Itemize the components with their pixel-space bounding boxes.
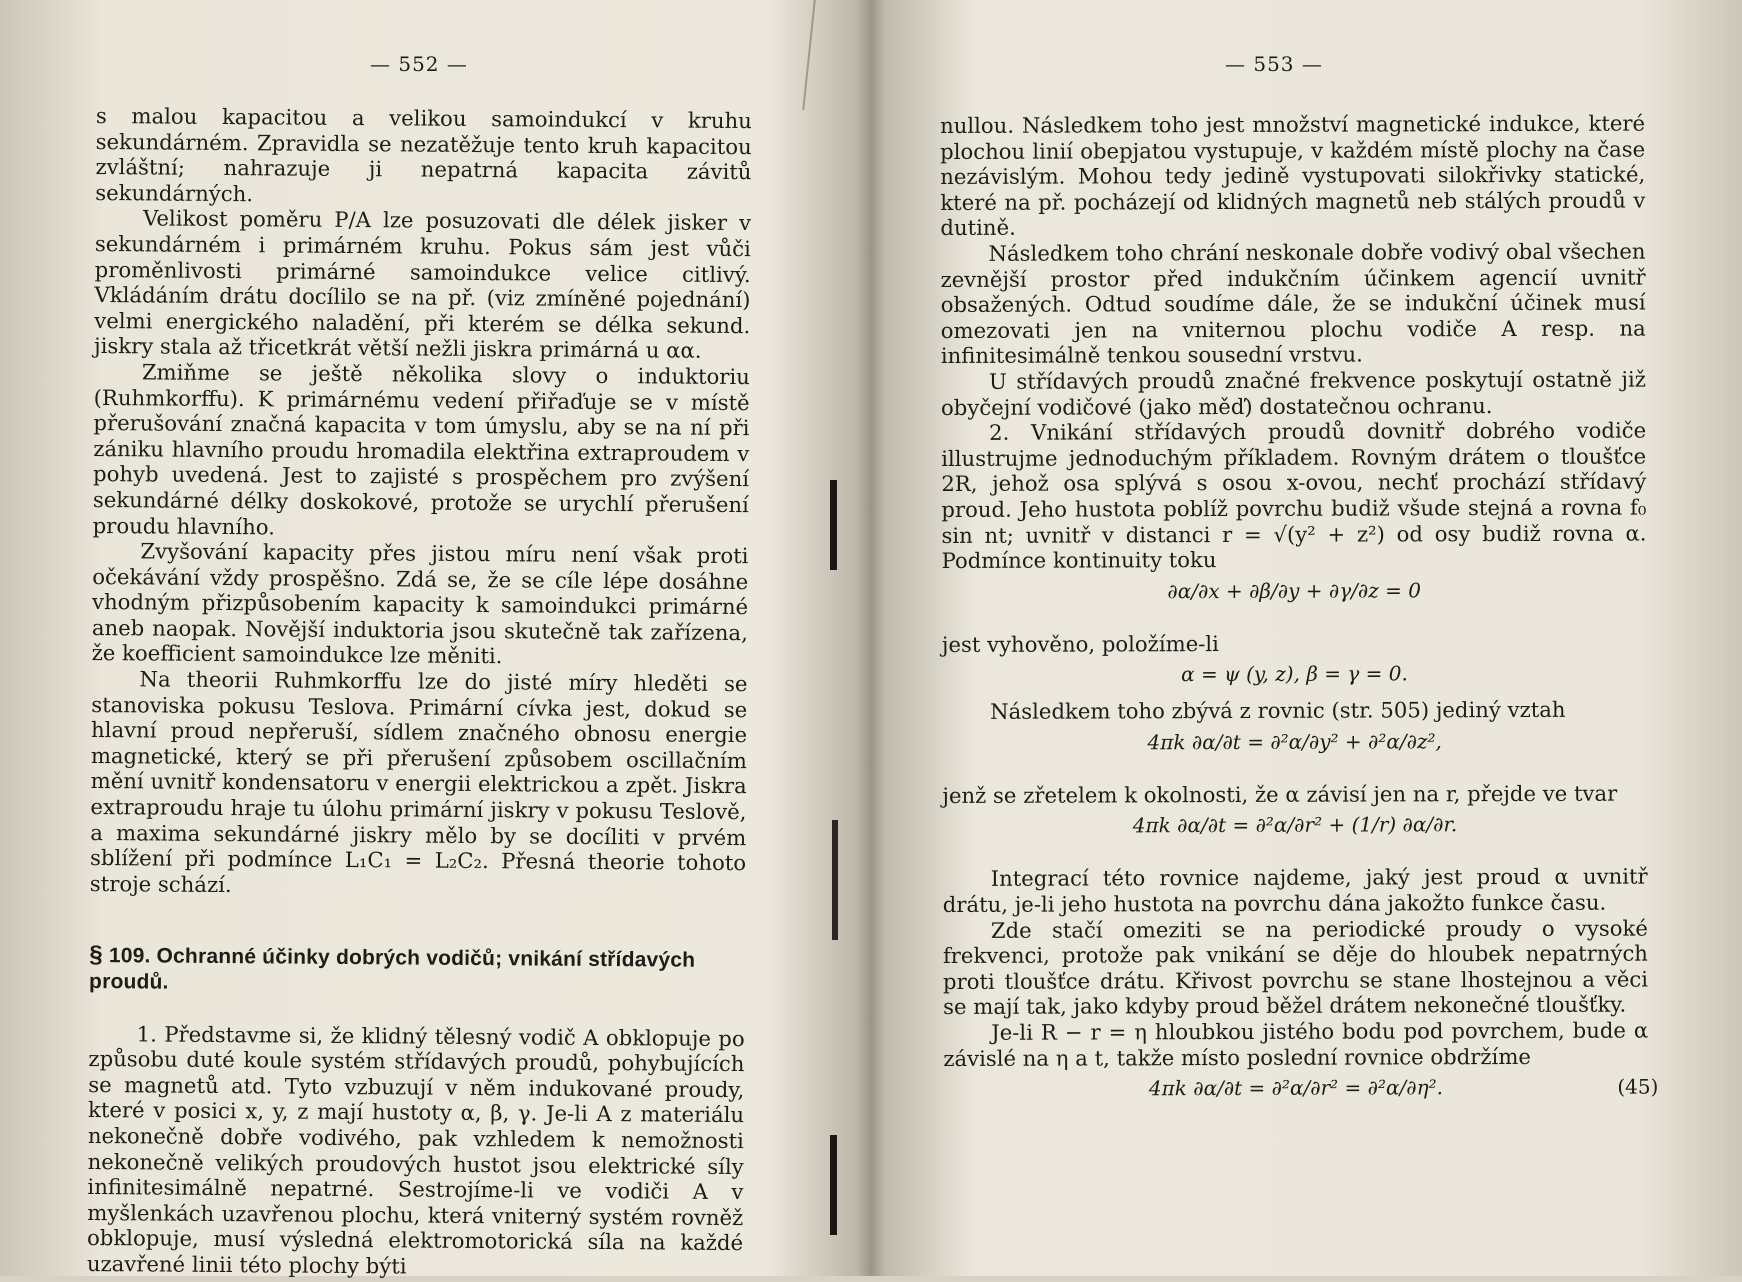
left-page-body <box>87 103 752 1282</box>
paragraph: Integrací této rovnice najdeme, jaký jest proud α uvnitř drátu, je-li jeho hustota na povrchu dána jakožto funkce času. <box>942 864 1648 918</box>
paragraph: Zde stačí omeziti se na periodické proudy o vysoké frekvenci, protože pak vnikání se děje do hloubek nepatrných proti tloušťce drátu. Křivost povrchu se stane lhostejnou a věci se mají tak, jako kdyby proud běžel drátem nekonečné tloušťky. <box>942 915 1649 1020</box>
equation: 4πk ∂α/∂t = ∂²α/∂y² + ∂²α/∂z², <box>1147 729 1442 755</box>
equation: α = ψ (y, z), β = γ = 0. <box>1181 661 1408 687</box>
section-heading <box>89 942 745 999</box>
right-page-body <box>940 110 1659 1130</box>
paragraph: 1. Představme si, že klidný tělesný vodič A obklopuje po způsobu duté koule systém střídavých proudů, pohybujících se magnetů atd. Tyto vzbuzují v něm indukované proudy, které v posici x, y, z mají hustoty α, β, γ. Je-li A z materiálu nekonečně dobře vodivého, pak vzhledem k nemožnosti nekonečně velikých proudových hustot jsou elektrické síly infinitesimálně nepatrné. Sestrojíme-li ve vodiči A v myšlenkách uzavřenou plochu, která vniterný systém rovněž obklopuje, musí výsledná elektromotorická síla na každé uzavřené linii této plochy býti <box>86 1020 745 1279</box>
paragraph: Následkem toho zbývá z rovnic (str. 505) jediný vztah <box>990 697 1566 725</box>
section-title: 109. Ochranné účinky dobrých vodičů; vnikání střídavých proudů. <box>89 944 696 994</box>
paragraph: Na theorii Ruhmkorffu lze do jisté míry hleděti se stanoviska pokusu Teslova. Primární cívka jest, dokud se hlavní proud nepřeruší, sídlem značného obnosu energie magnetické, který se při přerušení způsobem oscillačním mění uvnitř kondensatoru v energii elektrickou a zpět. Jiskra extraproudu hraje tu úlohu primární jiskry v pokusu Teslově, a maxima sekundárné jiskry mělo by se docíliti v prvém sblížení při podmínce L₁C₁ = L₂C₂. Přesná theorie tohoto stroje schází. <box>89 666 748 897</box>
right-page <box>845 0 1742 1276</box>
paragraph: Zvyšování kapacity přes jistou míru není však proti očekávání vždy prospěšno. Zdá se, že se cíle lépe dosáhne vhodným přizpůsobením kapacity k samoindukci primárné aneb naopak. Novější induktoria jsou skutečně tak zařízena, že koefficient samoindukce lze měniti. <box>91 538 749 669</box>
equation-45 <box>943 1074 1659 1123</box>
left-page <box>0 0 820 1279</box>
paragraph: Následkem toho chrání neskonale dobře vodivý obal všechen zevnější prostor před indukčním účinkem agencií uvnitř obsažených. Odtud soudíme dále, že se indukční účinek musí omezovati jen na vniternou plochu vodiče A resp. na infinitesimálně tenkou sousední vrstvu. <box>940 238 1646 369</box>
paragraph: Zmiňme se ještě několika slovy o induktoriu (Ruhmkorffu). K primárnému vedení přiřaďuje se v místě přerušování značná kapacita v tom úmyslu, aby se na ní při zániku hlavního proudu hromadila elektřina extraproudem v pohyb uvedená. Jest to zajisté s prospěchem pro zvýšení sekundárné délky doskokové, protože se urychlí přerušení proudu hlavního. <box>92 359 750 539</box>
spine-shadow <box>830 480 837 570</box>
paragraph: 2. Vnikání střídavých proudů dovnitř dobrého vodiče illustrujme jednoduchým příkladem. Rovným drátem o tloušťce 2R, jehož osa splývá s osou x-ovou, nechť prochází střídavý proud. Jeho hustota poblíž povrchu budiž všude stejná a rovna f₀ sin nt; uvnitř v distanci r = √(y² + z²) od osy budiž rovna α. Podmínce kontinuity toku <box>941 417 1647 574</box>
paragraph: jest vyhověno, položíme-li <box>941 630 1219 657</box>
paragraph: Velikost poměru P/A lze posuzovati dle délek jisker v sekundárném i primárném kruhu. Pokus sám jest vůči proměnlivosti primárné samoindukce velice citlivý. Vkládáním drátu docílilo se na př. (viz zmíněné pojednání) velmi energického naladění, při kterém se délka sekund. jiskry stala až třicetkrát větší nežli jiskra primárná u αα. <box>93 205 752 364</box>
paragraph: jenž se zřetelem k okolnosti, že α závisí jen na r, přejde ve tvar <box>942 780 1618 808</box>
equation: ∂α/∂x + ∂β/∂y + ∂γ/∂z = 0 <box>1167 578 1421 603</box>
section-mark: § <box>89 941 103 969</box>
paragraph: Je-li R − r = η hloubkou jistého bodu pod povrchem, bude α závislé na η a t, takže místo poslední rovnice obdržíme <box>943 1017 1649 1071</box>
spine-shadow <box>832 820 838 940</box>
equation: 4πk ∂α/∂t = ∂²α/∂r² + (1/r) ∂α/∂r. <box>1132 812 1458 838</box>
spine-shadow <box>830 1135 837 1235</box>
equation: 4πk ∂α/∂t = ∂²α/∂r² = ∂²α/∂η². <box>1148 1075 1443 1101</box>
page-number: — 553 — <box>1225 52 1323 76</box>
equation-number: (45) <box>1617 1074 1659 1099</box>
paragraph: s malou kapacitou a velikou samoindukcí v kruhu sekundárném. Zpravidla se nezatěžuje tento kruh kapacitou zvláštní; nahrazuje ji nepatrná kapacita závitů sekundárných. <box>95 103 752 207</box>
page-number: — 552 — <box>370 52 468 76</box>
paragraph: U střídavých proudů značné frekvence poskytují ostatně již obyčejní vodičové (jako měď) dostatečnou ochranu. <box>940 366 1646 420</box>
paragraph: nullou. Následkem toho jest množství magnetické indukce, které plochou linií obepjatou vystupuje, v každém místě plochy na čase nezávislým. Mohou tedy jedině vystupovati silokřivky statické, které na př. pocházejí od klidných magnetů neb stálých proudů v dutině. <box>940 110 1646 241</box>
